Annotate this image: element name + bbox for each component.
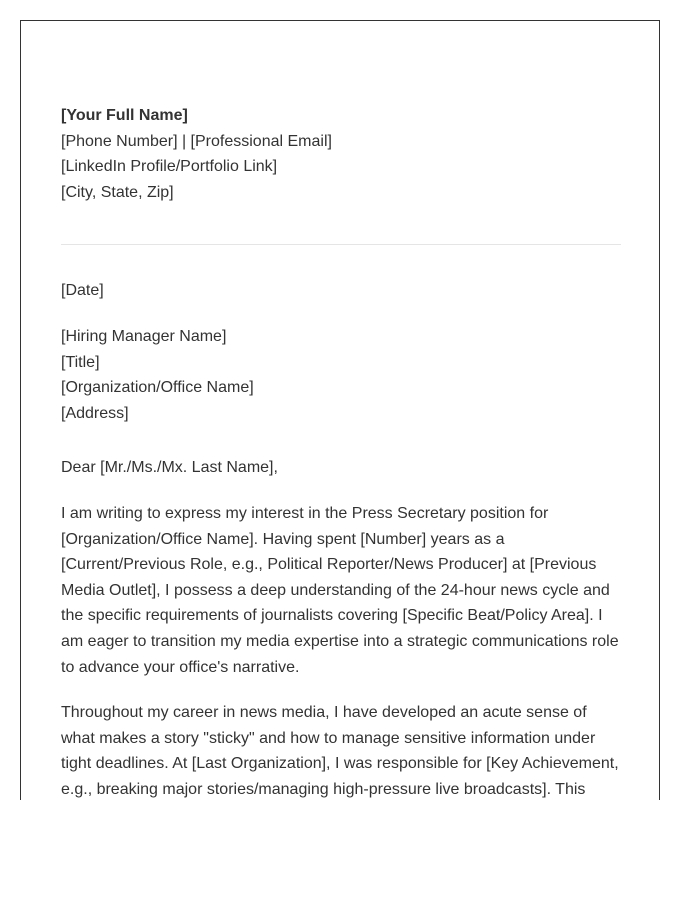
- recipient-manager: [Hiring Manager Name]: [61, 327, 227, 345]
- sender-link: [LinkedIn Profile/Portfolio Link]: [61, 158, 278, 176]
- recipient-title: [Title]: [61, 353, 100, 371]
- salutation: Dear [Mr./Ms./Mx. Last Name],: [61, 459, 278, 477]
- sender-location: [City, State, Zip]: [61, 183, 174, 201]
- sender-name: [Your Full Name]: [61, 107, 188, 124]
- letter-content: [61, 103, 621, 800]
- recipient-organization: [Organization/Office Name]: [61, 379, 254, 397]
- letter-date: [Date]: [61, 282, 104, 300]
- body-paragraph-1: I am writing to express my interest in the Press Secretary position for [Organization/Office Name]. Having spent [Number] years as a [Current/Previous Role, e.g., Political Reporter/News Producer] at [Previous Media Outlet], I possess a deep understanding of the 24-hour news cycle and the specific requirements of journalists covering [Specific Beat/Policy Area]. I am eager to transition my media expertise into a strategic communications role to advance your office's narrative.: [61, 504, 619, 676]
- recipient-address: [Address]: [61, 404, 129, 422]
- sender-contact: [Phone Number] | [Professional Email]: [61, 132, 332, 150]
- body-paragraph-2: Throughout my career in news media, I have developed an acute sense of what makes a story "sticky" and how to manage sensitive information under tight deadlines. At [Last Organization], I was responsible for [Key Achievement, e.g., breaking major stories/managing high-pressure live broadcasts]. This: [61, 704, 619, 798]
- letter-page: [20, 20, 660, 800]
